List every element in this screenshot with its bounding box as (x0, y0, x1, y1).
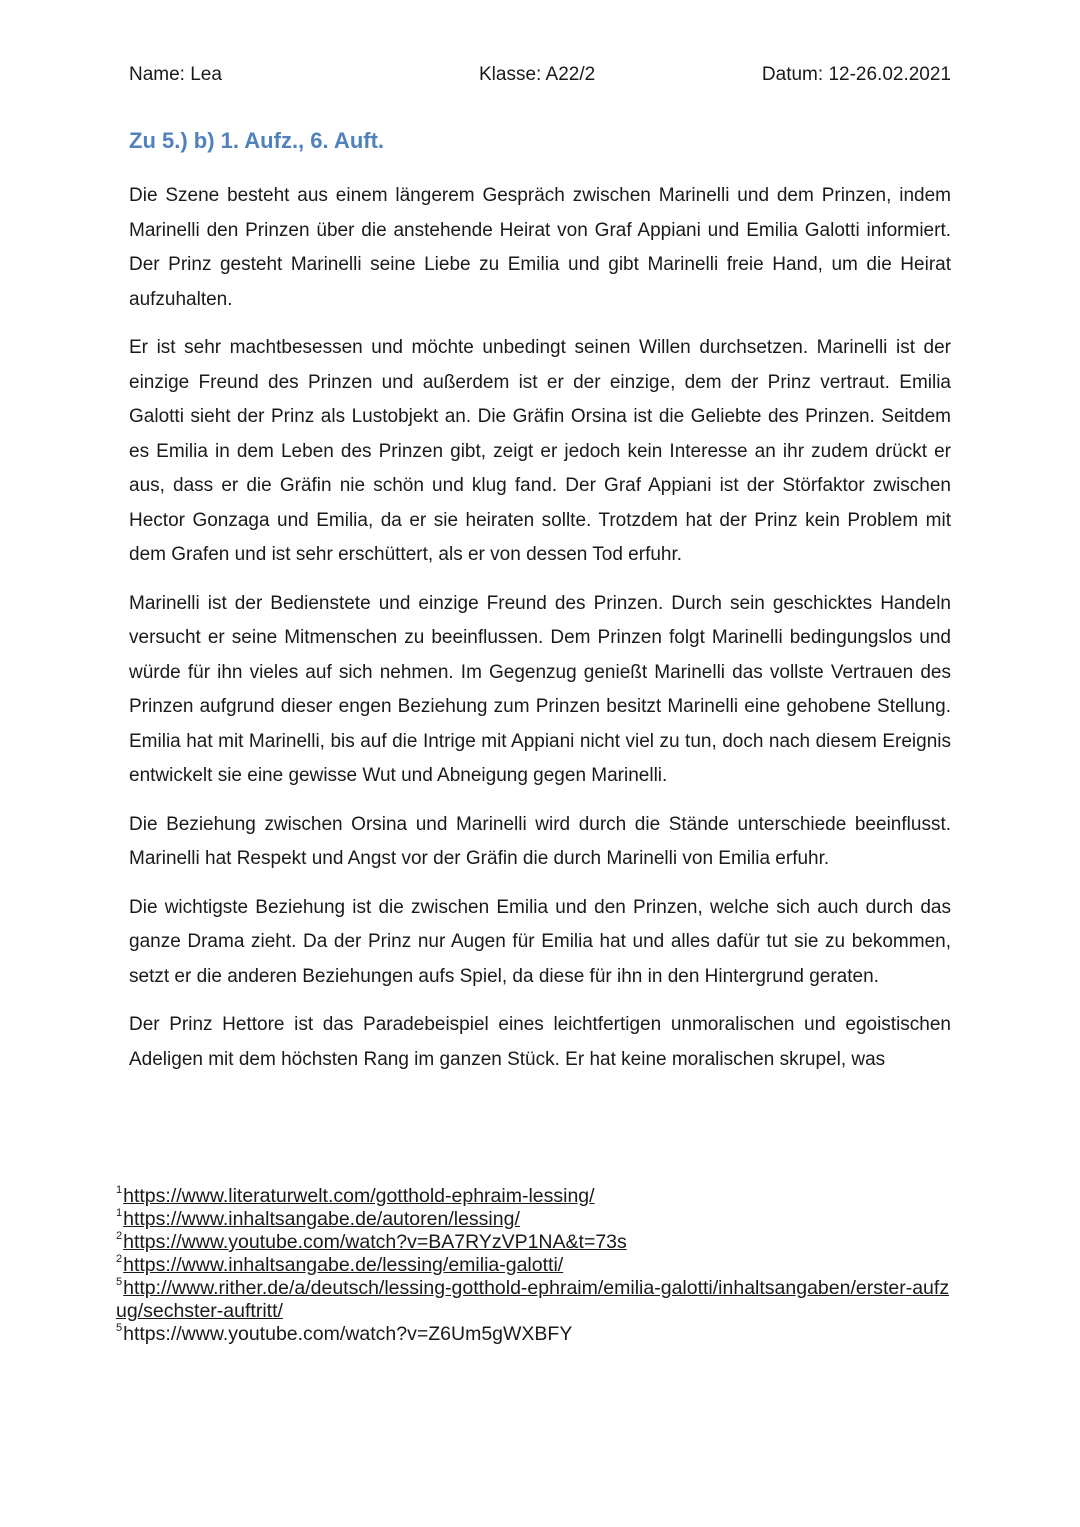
paragraph: Die Szene besteht aus einem längerem Gespräch zwischen Marinelli und dem Prinzen, indem Marinelli den Prinzen über die anstehende Heirat von Graf Appiani und Emilia Galotti informiert. Der Prinz gesteht Marinelli seine Liebe zu Emilia und gibt Marinelli freie Hand, um die Heirat aufzuhalten. (129, 185, 951, 310)
footnote-mark: 5 (116, 1276, 123, 1288)
paragraph: Der Prinz Hettore ist das Paradebeispiel eines leichtfertigen unmoralischen und egoistischen Adeligen mit dem höchsten Rang im ganzen Stück. Er hat keine moralischen skrupel, was (129, 1014, 951, 1070)
footnote-text: https://www.youtube.com/watch?v=Z6Um5gWXBFY (123, 1323, 573, 1345)
page-header (129, 64, 951, 88)
paragraph: Die wichtigste Beziehung ist die zwischen Emilia und den Prinzen, welche sich auch durch das ganze Drama zieht. Da der Prinz nur Augen für Emilia hat und alles dafür tut sie zu bekommen, setzt er die anderen Beziehungen aufs Spiel, da diese für ihn in den Hintergrund geraten. (129, 896, 951, 987)
section-heading: Zu 5.) b) 1. Aufz., 6. Auft. (129, 128, 385, 153)
footnote-item (116, 1231, 956, 1254)
footnote-link[interactable]: https://www.inhaltsangabe.de/autoren/lessing/ (123, 1208, 520, 1230)
footnote-link[interactable]: https://www.literaturwelt.com/gotthold-ephraim-lessing/ (123, 1185, 595, 1207)
footnote-link[interactable]: https://www.inhaltsangabe.de/lessing/emilia-galotti/ (123, 1254, 564, 1276)
footnote-item (116, 1254, 956, 1277)
footnotes (116, 1185, 956, 1346)
footnote-link[interactable]: https://www.youtube.com/watch?v=BA7RYzVP1NA&t=73s (123, 1231, 627, 1253)
paragraph: Er ist sehr machtbesessen und möchte unbedingt seinen Willen durchsetzen. Marinelli ist der einzige Freund des Prinzen und außerdem ist er der einzige, dem der Prinz vertraut. Emilia Galotti sieht der Prinz als Lustobjekt an. Die Gräfin Orsina ist die Geliebte des Prinzen. Seitdem es Emilia in dem Leben des Prinzen gibt, zeigt er jedoch kein Interesse an ihr zudem drückt er aus, dass er die Gräfin nie schön und klug fand. Der Graf Appiani ist der Störfaktor zwischen Hector Gonzaga und Emilia, da er sie heiraten sollte. Trotzdem hat der Prinz kein Problem mit dem Grafen und ist sehr erschüttert, als er von dessen Tod erfuhr. (129, 337, 951, 565)
footnote-mark: 2 (116, 1230, 123, 1242)
footnote-mark: 1 (116, 1207, 123, 1219)
student-name: Name: Lea (129, 64, 222, 85)
footnote-mark: 1 (116, 1184, 123, 1196)
footnote-item (116, 1277, 956, 1323)
date-label: Datum: 12-26.02.2021 (761, 64, 951, 85)
class-label: Klasse: A22/2 (479, 64, 596, 85)
document-body (129, 179, 951, 1091)
footnote-link[interactable]: http://www.rither.de/a/deutsch/lessing-gotthold-ephraim/emilia-galotti/inhaltsangaben/erster-aufzug/sechster-auftritt/ (116, 1277, 950, 1322)
footnote-item (116, 1185, 956, 1208)
paragraph: Die Beziehung zwischen Orsina und Marinelli wird durch die Stände unterschiede beeinflusst. Marinelli hat Respekt und Angst vor der Gräfin die durch Marinelli von Emilia erfuhr. (129, 813, 951, 869)
footnote-item (116, 1208, 956, 1231)
footnote-item (116, 1323, 956, 1346)
paragraph: Marinelli ist der Bedienstete und einzige Freund des Prinzen. Durch sein geschicktes Handeln versucht er seine Mitmenschen zu beeinflussen. Dem Prinzen folgt Marinelli bedingungslos und würde für ihn vieles auf sich nehmen. Im Gegenzug genießt Marinelli das vollste Vertrauen des Prinzen aufgrund dieser engen Beziehung zum Prinzen besitzt Marinelli eine gehobene Stellung. Emilia hat mit Marinelli, bis auf die Intrige mit Appiani nicht viel zu tun, doch nach diesem Ereignis entwickelt sie eine gewisse Wut und Abneigung gegen Marinelli. (129, 592, 951, 786)
footnote-mark: 2 (116, 1253, 123, 1265)
footnote-mark: 5 (116, 1322, 123, 1334)
